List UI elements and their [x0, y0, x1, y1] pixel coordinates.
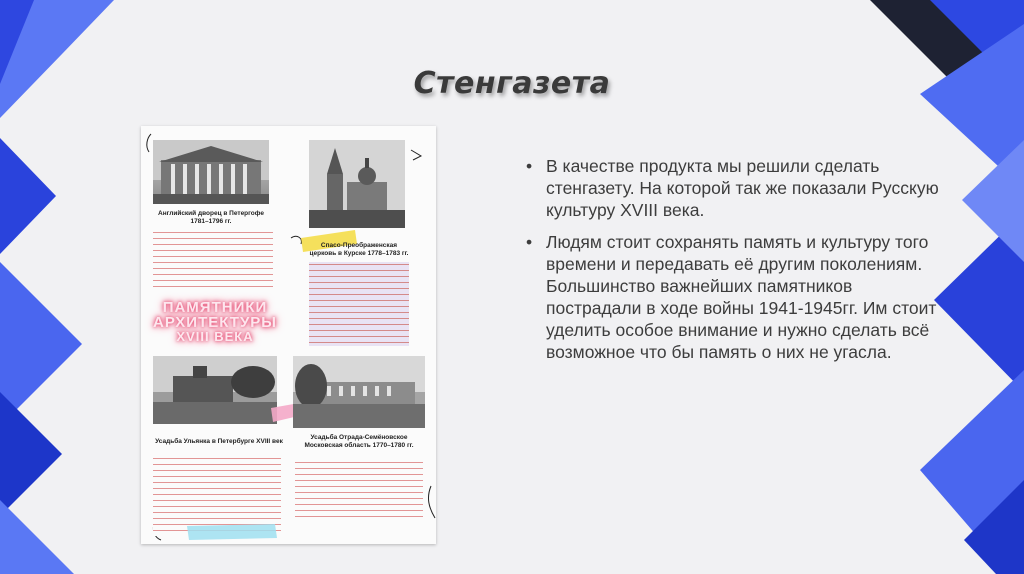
palace-text [153, 230, 273, 292]
caption-palace: Английский дворец в Петергофе 1781–1796 гг. [158, 210, 264, 225]
caption-otrada: Усадьба Отрада-Семёновское Московская область 1770–1780 гг. [304, 434, 414, 449]
neon-line-1: ПАМЯТНИКИ [162, 299, 268, 316]
bullet-item-2: • Людям стоит сохранять память и культуру того времени и передавать её другим поколениям. Большинство важнейших памятников пострадали в ходе войны 1941-1945гг. Им стоит уделить особое внимание и нужно сделать всё возможное что бы память о них не угасла. [526, 231, 946, 363]
deco-left-corner [0, 500, 74, 574]
church-text [309, 262, 409, 346]
deco-left-lower-triangle [0, 262, 82, 426]
palace-photo [153, 140, 269, 204]
ulyanka-photo [153, 356, 277, 424]
deco-left-bottom-triangle [0, 392, 62, 516]
wall-newspaper-image [141, 126, 436, 544]
bullet-list [526, 155, 946, 373]
neon-line-3: XVIII ВЕКА [176, 329, 254, 344]
otrada-text [295, 460, 423, 520]
caption-ulyanka: Усадьба Ульянка в Петербурге XVIII век [155, 438, 283, 445]
bullet-item-1: • В качестве продукта мы решили сделать стенгазету. На которой так же показали Русскую культуру XVIII века. [526, 155, 946, 221]
otrada-photo [293, 356, 425, 428]
neon-line-2: АРХИТЕКТУРЫ [153, 314, 277, 331]
deco-left-mid-triangle [0, 138, 56, 254]
church-photo [309, 140, 405, 228]
tape-blue [187, 524, 277, 540]
caption-church: Спасо-Преображенская церковь в Курске 1778–1783 гг. [309, 242, 409, 257]
neon-title [141, 300, 289, 344]
slide-title: Стенгазета [413, 66, 611, 101]
